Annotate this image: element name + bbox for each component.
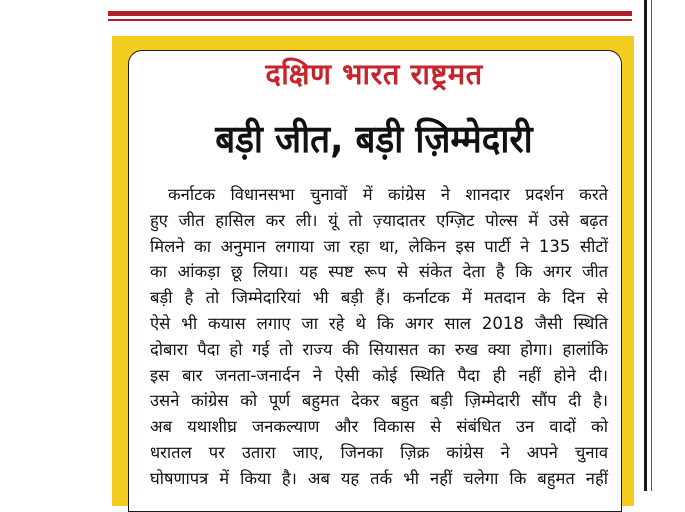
body-line: हुए जीत हासिल कर ली। यूं तो ज़्यादातर एग्ज़िट पोल्स में उसे बढ़त [150, 210, 608, 230]
page-edge-line [644, 0, 647, 491]
top-rule-thick [108, 11, 632, 16]
top-rule-thin [108, 19, 632, 21]
body-line: इस बार जनता-जनार्दन ने ऐसी कोई स्थिति पैदा ही नहीं होने दी। [150, 365, 608, 385]
page-edge-line-thin [651, 0, 652, 491]
body-line: ऐसे भी कयास लगाए जा रहे थे कि अगर साल 2018 जैसी स्थिति [150, 313, 608, 333]
body-line: घोषणापत्र में किया है। अब यह तर्क भी नहीं चलेगा कि बहुमत नहीं [150, 468, 608, 488]
body-line: अब यथाशीघ्र जनकल्याण और विकास से संबंधित उन वादों को [150, 417, 608, 437]
body-line: का आंकड़ा छू लिया। यह स्पष्ट रूप से संकेत देता है कि अगर जीत [150, 262, 608, 282]
newspaper-masthead: दक्षिण भारत राष्ट्रमत [265, 57, 483, 91]
body-line: दोबारा पैदा हो गई तो राज्य की सियासत का रुख क्या होगा। हालांकि [150, 339, 608, 359]
body-line: उसने कांग्रेस को पूर्ण बहुमत देकर बहुत बड़ी ज़िम्मेदारी सौंप दी है। [150, 391, 608, 411]
body-line: धरातल पर उतारा जाए, जिनका ज़िक्र कांग्रेस ने अपने चुनाव [150, 442, 608, 462]
body-line: कर्नाटक विधानसभा चुनावों में कांग्रेस ने शानदार प्रदर्शन करते [168, 185, 608, 204]
editorial-body [150, 182, 608, 492]
body-line: मिलने का अनुमान लगाया जा रहा था, लेकिन इस पार्टी ने 135 सीटों [150, 236, 608, 256]
body-line: बड़ी है तो जिम्मेदारियां भी बड़ी हैं। कर्नाटक में मतदान के दिन से [150, 288, 608, 308]
editorial-headline: बड़ी जीत, बड़ी ज़िम्मेदारी [215, 117, 533, 161]
